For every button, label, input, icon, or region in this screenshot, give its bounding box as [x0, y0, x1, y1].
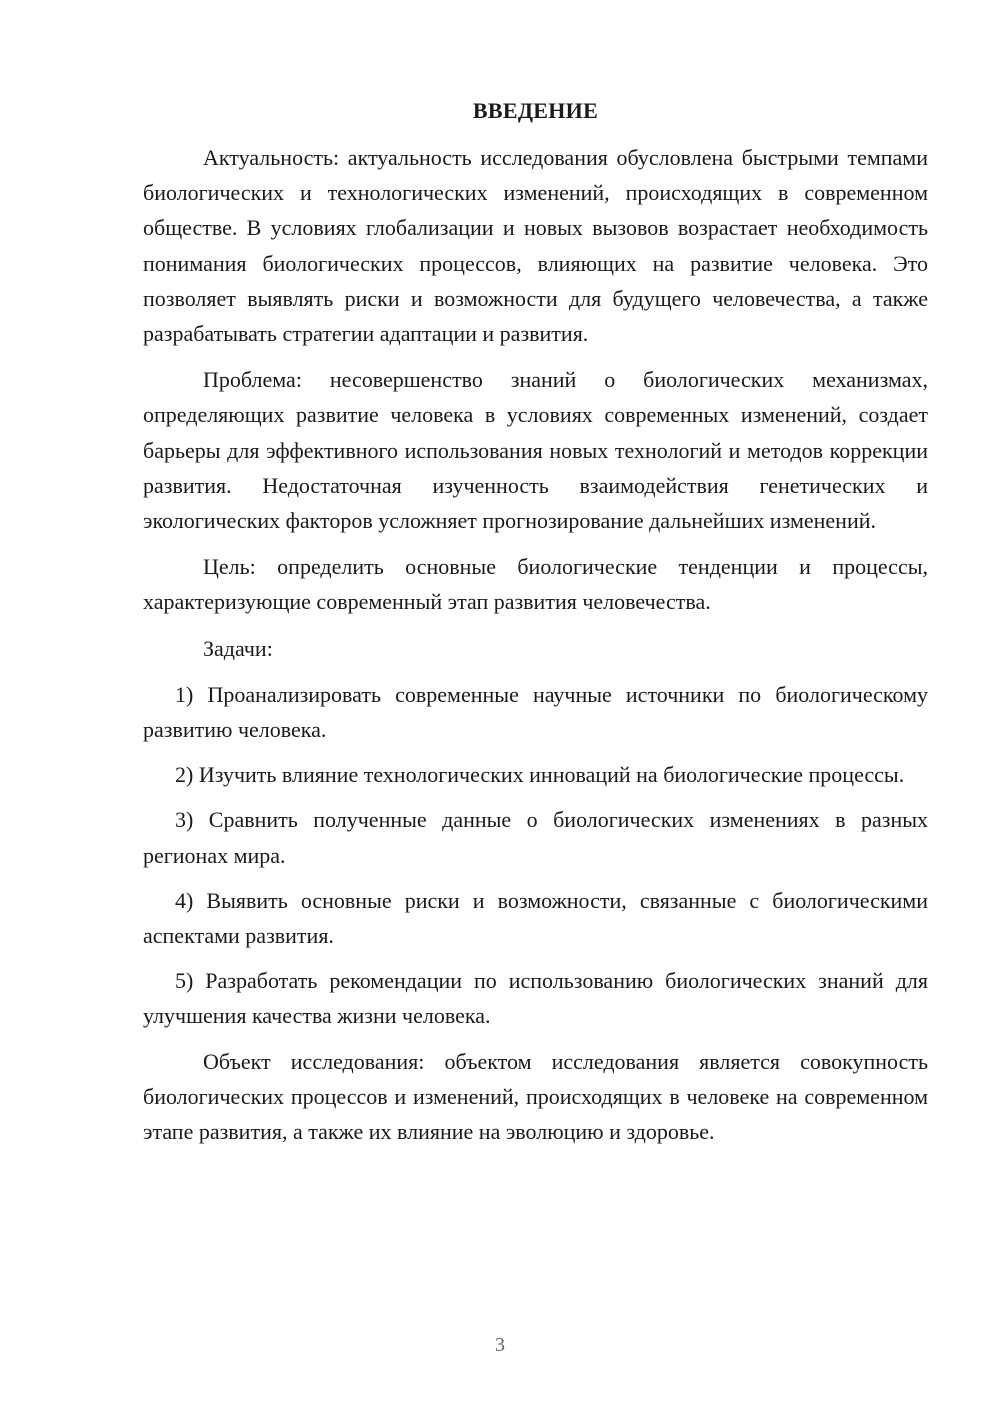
object-paragraph: Объект исследования: объектом исследования является совокупность биологических процессов и изменений, происходящих в человеке на современном этапе развития, а также их влияние на эволюцию и здоровье.: [143, 1048, 928, 1145]
tasks-heading: Задачи:: [203, 635, 273, 661]
page-title: ВВЕДЕНИЕ: [472, 98, 599, 123]
task-item-1: 1) Проанализировать современные научные источники по биологическому развитию человека.: [143, 681, 928, 743]
goal-paragraph: Цель: определить основные биологические тенденции и процессы, характеризующие современный этап развития человечества.: [143, 554, 928, 615]
page-content: [143, 96, 928, 1160]
task-item-2: 2) Изучить влияние технологических инноваций на биологические процессы.: [175, 762, 905, 788]
problem-paragraph: Проблема: несовершенство знаний о биологических механизмах, определяющих развитие человека в условиях современных изменений, создает барьеры для эффективного использования новых технологий и методов коррекции развития. Недостаточная изученность взаимодействия генетических и экологических факторов усложняет прогнозирование дальнейших изменений.: [143, 367, 928, 534]
page-number: 3: [495, 1334, 505, 1356]
relevance-paragraph: Актуальность: актуальность исследования обусловлена быстрыми темпами биологических и технологических изменений, происходящих в современном обществе. В условиях глобализации и новых вызовов возрастает необходимость понимания биологических процессов, влияющих на развитие человека. Это позволяет выявлять риски и возможности для будущего человечества, а также разрабатывать стратегии адаптации и развития.: [143, 145, 928, 347]
task-item-3: 3) Сравнить полученные данные о биологических изменениях в разных регионах мира.: [143, 807, 928, 868]
task-item-4: 4) Выявить основные риски и возможности, связанные с биологическими аспектами развития.: [143, 887, 928, 949]
task-item-5: 5) Разработать рекомендации по использованию биологических знаний для улучшения качества жизни человека.: [143, 968, 928, 1029]
